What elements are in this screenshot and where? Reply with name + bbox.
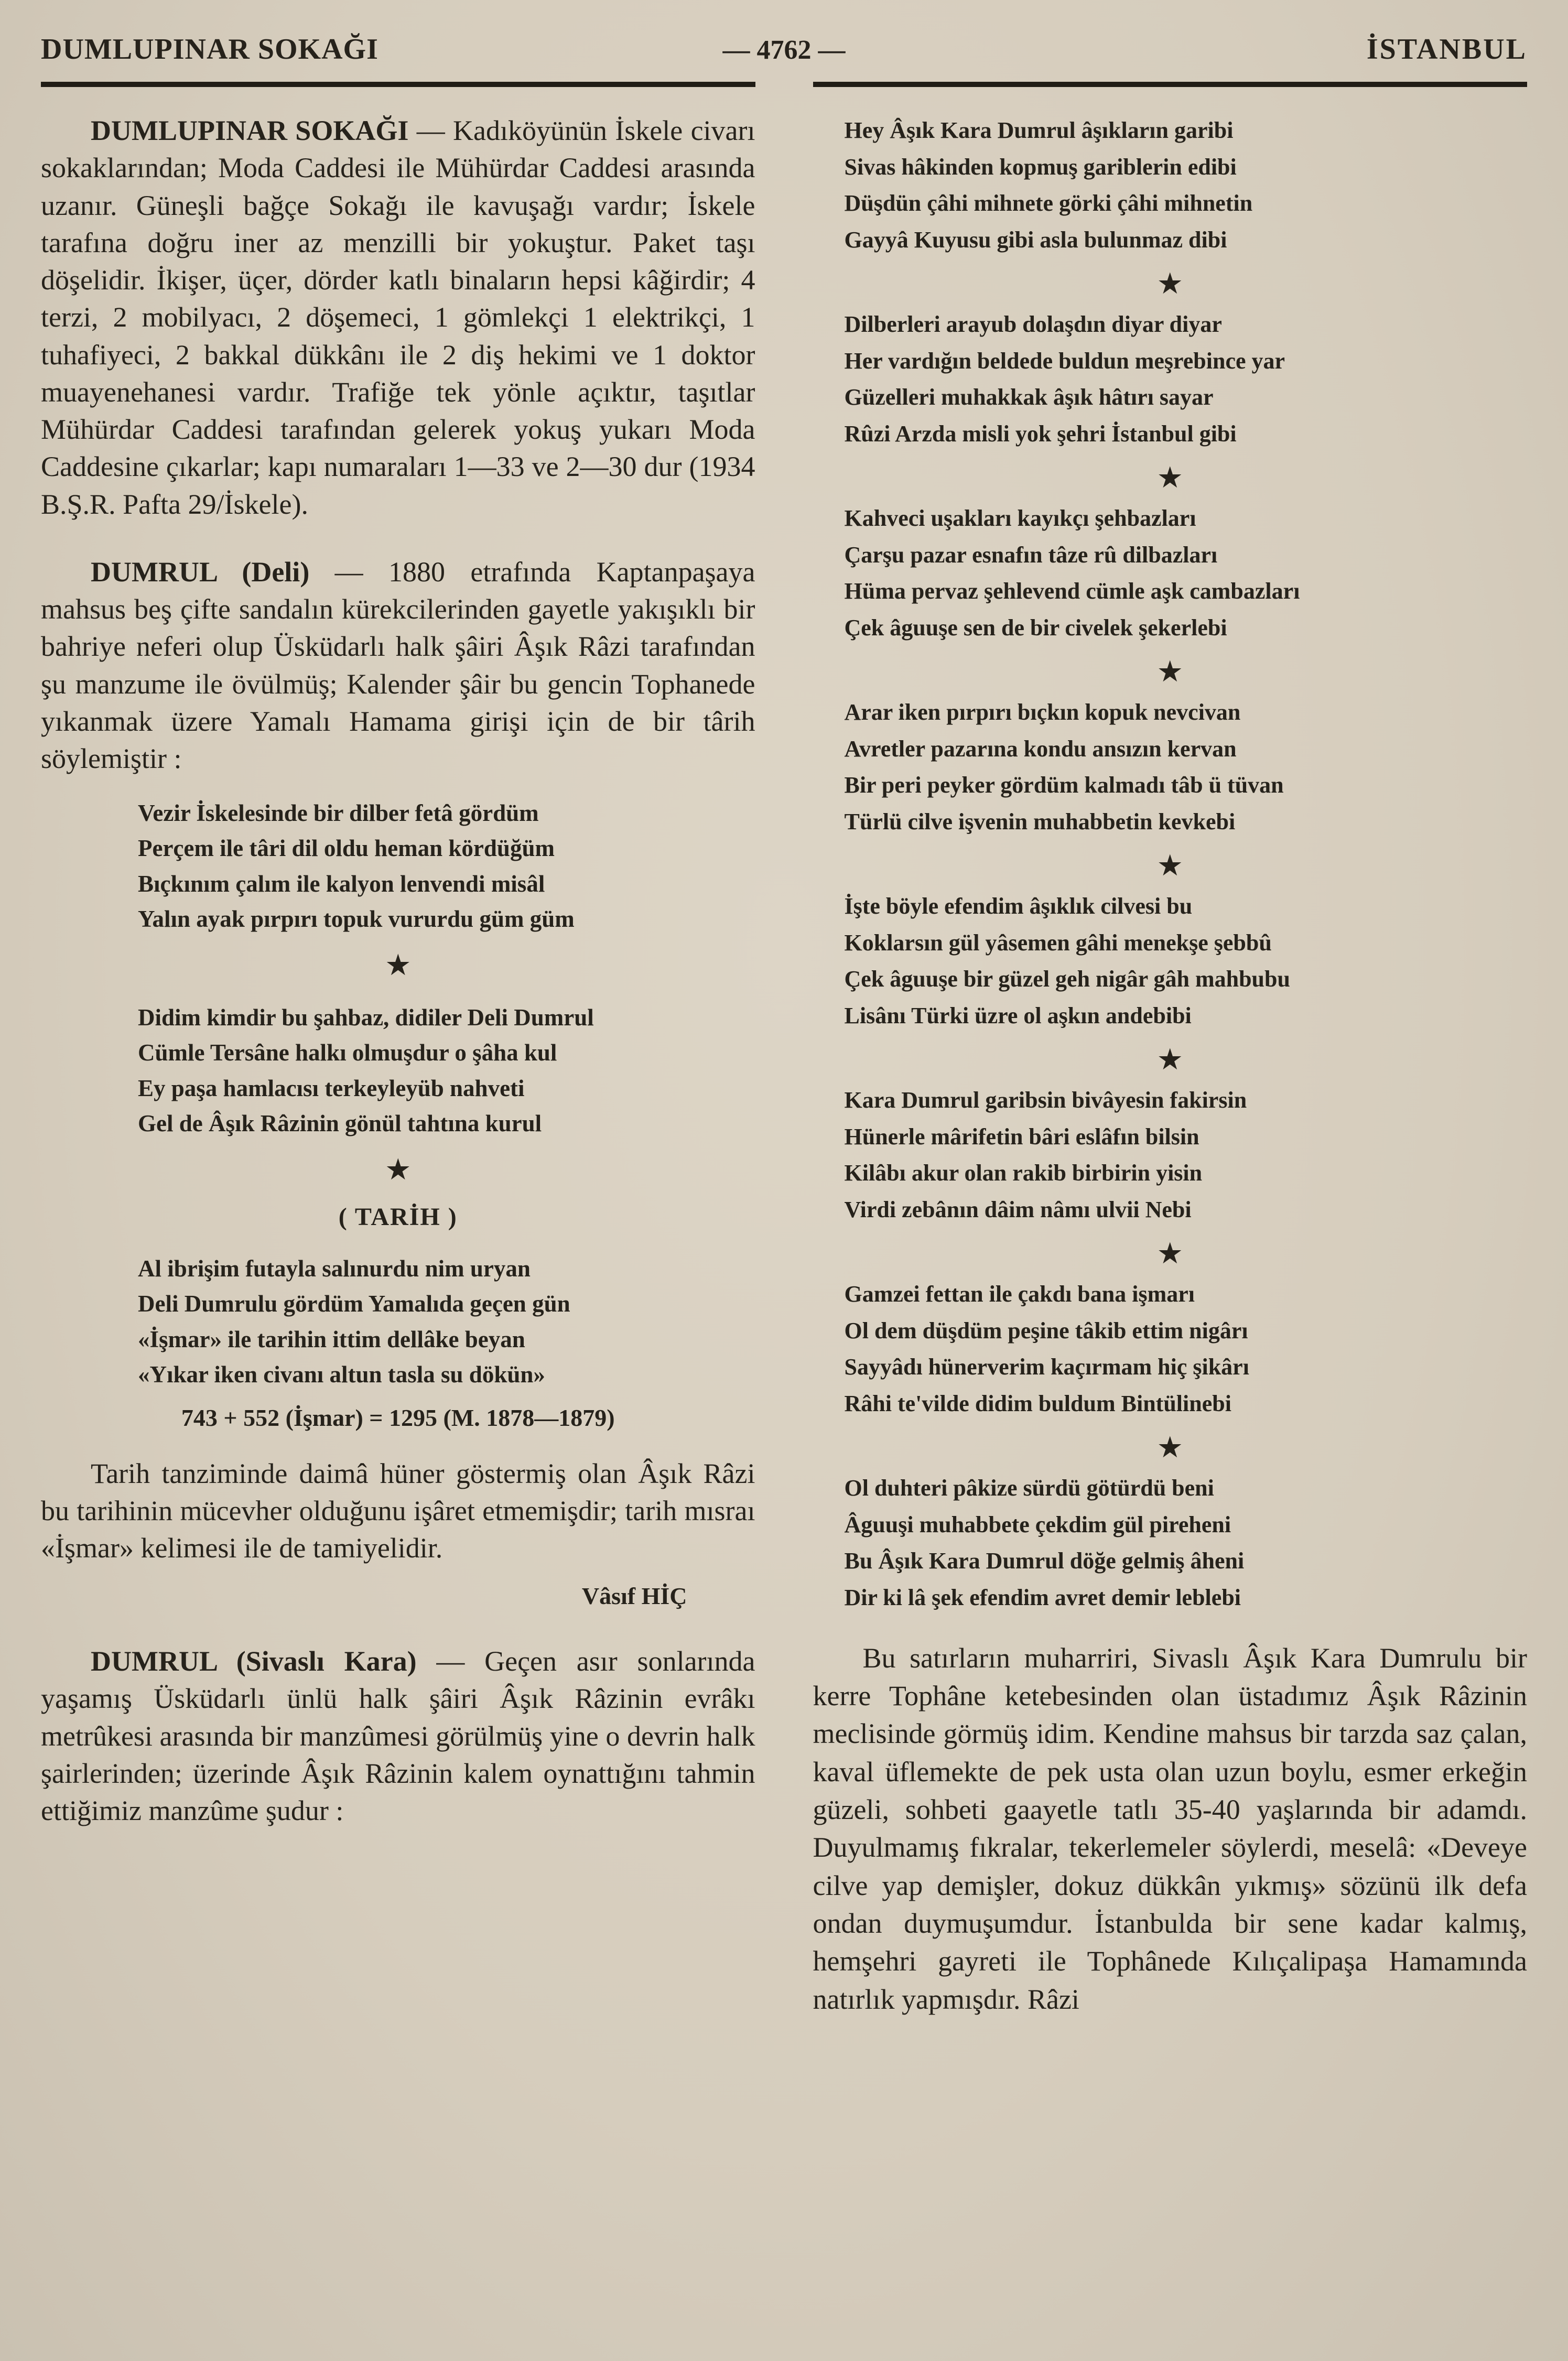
verse-line: Kara Dumrul garibsin bivâyesin fakirsin bbox=[844, 1087, 1247, 1113]
right-column bbox=[813, 112, 1528, 2026]
verse-line: Yalın ayak pırpırı topuk vururdu güm güm bbox=[138, 906, 575, 933]
tarih-heading: ( TARİH ) bbox=[338, 1203, 458, 1231]
header-rule-left bbox=[41, 82, 755, 87]
verse-line: Ol dem düşdüm peşine tâkib ettim nigârı bbox=[844, 1317, 1248, 1344]
article-headword: DUMLUPINAR SOKAĞI bbox=[91, 115, 409, 146]
tarih-poem bbox=[138, 1251, 755, 1393]
verse-line: Al ibrişim futayla salınurdu nim uryan bbox=[138, 1255, 531, 1282]
poem-stanza bbox=[845, 500, 1528, 646]
article-headword: DUMRUL (Sivaslı Kara) bbox=[91, 1645, 417, 1677]
poem-stanza bbox=[845, 1276, 1528, 1422]
verse-line: Âguuşi muhabbete çekdim gül pireheni bbox=[844, 1511, 1231, 1537]
poem-stanza bbox=[845, 306, 1528, 452]
poem-stanza bbox=[845, 1082, 1528, 1228]
verse-line: Rûzi Arzda misli yok şehri İstanbul gibi bbox=[844, 420, 1237, 447]
running-title-left: DUMLUPINAR SOKAĞI bbox=[41, 33, 379, 66]
poem-stanza bbox=[845, 888, 1528, 1034]
verse-line: Arar iken pırpırı bıçkın kopuk nevcivan bbox=[844, 699, 1241, 725]
verse-line: Hüma pervaz şehlevend cümle aşk cambazları bbox=[844, 578, 1300, 604]
verse-line: Gel de Âşık Râzinin gönül tahtına kurul bbox=[138, 1110, 542, 1137]
verse-line: Bıçkınım çalım ile kalyon lenvendi misâl bbox=[138, 870, 545, 897]
verse-line: Sayyâdı hünerverim kaçırmam hiç şikârı bbox=[844, 1354, 1249, 1380]
verse-line: Vezir İskelesinde bir dilber fetâ gördüm bbox=[138, 799, 539, 826]
verse-line: Çek âguuşe bir güzel geh nigâr gâh mahbubu bbox=[844, 966, 1290, 992]
verse-line: Bu Âşık Kara Dumrul döğe gelmiş âheni bbox=[844, 1548, 1245, 1574]
verse-line: Hey Âşık Kara Dumrul âşıkların garibi bbox=[844, 117, 1234, 143]
article-text: — 1880 etrafında Kaptanpaşaya mahsus beş çifte sandalın kürekcilerinden gayetle yakışıklı bir bahriye neferi olup Üsküdarlı halk şâiri Âşık Râzi tarafından şu manzume ile övülmüş; Kalender şâir bu gencin Tophanede yıkanmak üzere Yamalı Hamama girişi için de bir târih söylemiştir : bbox=[41, 556, 755, 775]
verse-line: Çek âguuşe sen de bir civelek şekerlebi bbox=[844, 614, 1227, 641]
star-icon: ★ bbox=[1158, 851, 1182, 881]
verse-line: Cümle Tersâne halkı olmuşdur o şâha kul bbox=[138, 1039, 557, 1066]
article-dumlupinar-sokagi bbox=[41, 112, 755, 523]
poem-stanza bbox=[845, 694, 1528, 840]
article-dumrul-sivasli bbox=[41, 1643, 755, 1829]
verse-line: Sivas hâkinden kopmuş gariblerin edibi bbox=[844, 154, 1237, 180]
star-icon: ★ bbox=[1158, 1239, 1182, 1269]
verse-line: Ey paşa hamlacısı terkeyleyüb nahveti bbox=[138, 1075, 525, 1101]
verse-line: Didim kimdir bu şahbaz, didiler Deli Dumrul bbox=[138, 1004, 594, 1031]
verse-line: Râhi te'vilde didim buldum Bintülinebi bbox=[844, 1390, 1231, 1416]
article-headword: DUMRUL (Deli) bbox=[91, 556, 310, 588]
star-icon: ★ bbox=[386, 950, 410, 980]
verse-line: Ol duhteri pâkize sürdü götürdü beni bbox=[844, 1475, 1214, 1501]
verse-line: Koklarsın gül yâsemen gâhi menekşe şebbû bbox=[844, 929, 1272, 956]
closing-prose: Bu satırların muharriri, Sivaslı Âşık Kara Dumrulu bir kerre Tophâne ketebesinden olan üstadımız Âşık Râzinin meclisinde görmüş idim. Kendine mahsus bir tarzda saz çalan, kaval üflemekte de pek usta olan uzun boylu, esmer erkeğin güzeli, sohbeti gaayetle tatlı 35-40 yaşlarında bir adamdı. Duyulmamış fıkralar, tekerlemeler söylerdi, meselâ: «Deveye cilve yap demişler, dokuz dükkân yıkmış» sözünü ilk defa ondan duymuşumdur. İstanbulda bir sene kadar kalmış, hemşehri gayreti ile Tophânede Kılıçalipaşa Hamamında natırlık yapmışdır. Râzi bbox=[813, 1642, 1527, 2015]
verse-line: Dir ki lâ şek efendim avret demir leblebi bbox=[844, 1584, 1241, 1610]
two-column-body bbox=[41, 112, 1527, 2026]
poem-stanza bbox=[138, 1000, 755, 1142]
tarih-note: Tarih tanziminde daimâ hüner göstermiş olan Âşık Râzi bu tarihinin mücevher olduğunu işâret etmemişdir; tarih mısraı «İşmar» kelimesi ile de tamiyelidir. bbox=[41, 1457, 755, 1564]
page-number: — 4762 — bbox=[722, 35, 846, 65]
chronogram-line: 743 + 552 (İşmar) = 1295 (M. 1878—1879) bbox=[181, 1404, 615, 1431]
verse-line: «Yıkar iken civanı altun tasla su dökün» bbox=[138, 1361, 545, 1388]
verse-line: Her vardığın beldede buldun meşrebince yar bbox=[844, 348, 1285, 374]
verse-line: Virdi zebânın dâim nâmı ulvii Nebi bbox=[844, 1196, 1192, 1222]
verse-line: Kahveci uşakları kayıkçı şehbazları bbox=[844, 505, 1196, 532]
star-icon: ★ bbox=[1158, 463, 1182, 493]
verse-line: Avretler pazarına kondu ansızın kervan bbox=[844, 735, 1237, 762]
verse-line: Türlü cilve işvenin muhabbetin kevkebi bbox=[844, 808, 1236, 835]
star-icon: ★ bbox=[1158, 1433, 1182, 1463]
verse-line: Düşdün çâhi mihnete görki çâhi mihnetin bbox=[844, 190, 1253, 216]
star-icon: ★ bbox=[386, 1154, 410, 1184]
star-icon: ★ bbox=[1158, 269, 1182, 299]
verse-line: Gayyâ Kuyusu gibi asla bulunmaz dibi bbox=[844, 226, 1227, 253]
verse-line: Bir peri peyker gördüm kalmadı tâb ü tüvan bbox=[844, 772, 1284, 798]
verse-line: Lisânı Türki üzre ol aşkın andebibi bbox=[844, 1002, 1192, 1028]
header-rules bbox=[41, 82, 1527, 87]
verse-line: Gamzei fettan ile çakdı bana işmarı bbox=[844, 1281, 1195, 1307]
verse-line: İşte böyle efendim âşıklık cilvesi bu bbox=[844, 893, 1193, 919]
poem-stanza bbox=[845, 1470, 1528, 1616]
verse-line: Güzelleri muhakkak âşık hâtırı sayar bbox=[844, 384, 1214, 410]
verse-line: Kilâbı akur olan rakib birbirin yisin bbox=[844, 1160, 1203, 1186]
verse-line: «İşmar» ile tarihin ittim dellâke beyan bbox=[138, 1326, 525, 1352]
article-text: — Kadıköyünün İskele civarı sokaklarından; Moda Caddesi ile Mühürdar Caddesi arasında uzanır. Güneşli bağçe Sokağı ile kavuşağı vardır; İskele tarafına doğru iner az menzilli bir yokuştur. Paket taşı döşelidir. İkişer, üçer, dörder katlı binaların hepsi kâğirdir; 4 terzi, 2 mobilyacı, 2 döşemeci, 1 gömlekçi 1 elektrikçi, 1 tuhafiyeci, 2 bakkal dükkânı ile 2 diş hekimi ve 1 doktor muayenehanesi vardır. Trafiğe tek yönle açıktır, taşıtlar Mühürdar Caddesi tarafından gelerek yokuş yukarı Moda Caddesine çıkarlar; kapı numaraları 1—33 ve 2—30 dur (1934 B.Ş.R. Pafta 29/İskele). bbox=[41, 115, 755, 520]
verse-line: Dilberleri arayub dolaşdın diyar diyar bbox=[844, 311, 1222, 338]
article-dumrul-deli bbox=[41, 554, 755, 778]
star-icon: ★ bbox=[1158, 657, 1182, 687]
star-icon: ★ bbox=[1158, 1045, 1182, 1075]
header-rule-right bbox=[813, 82, 1528, 87]
verse-line: Perçem ile târi dil oldu heman kördüğüm bbox=[138, 835, 555, 862]
article-text: — Geçen asır sonlarında yaşamış Üsküdarlı ünlü halk şâiri Âşık Râzinin evrâkı metrûkesi arasında bir manzûmesi görülmüş yine o devrin halk şairlerinden; üzerinde Âşık Râzinin kalem oynattığını tahmin ettiğimiz manzûme şudur : bbox=[41, 1645, 755, 1827]
verse-line: Hünerle mârifetin bâri eslâfın bilsin bbox=[844, 1123, 1199, 1150]
verse-line: Çarşu pazar esnafın tâze rû dilbazları bbox=[844, 541, 1218, 568]
author-signature: Vâsıf HİÇ bbox=[581, 1583, 687, 1610]
page-header bbox=[41, 33, 1527, 66]
poem-stanza bbox=[845, 112, 1528, 258]
poem-stanza bbox=[138, 796, 755, 937]
verse-line: Deli Dumrulu gördüm Yamalıda geçen gün bbox=[138, 1291, 570, 1317]
running-title-right: İSTANBUL bbox=[1366, 33, 1527, 66]
left-column bbox=[41, 112, 755, 2026]
